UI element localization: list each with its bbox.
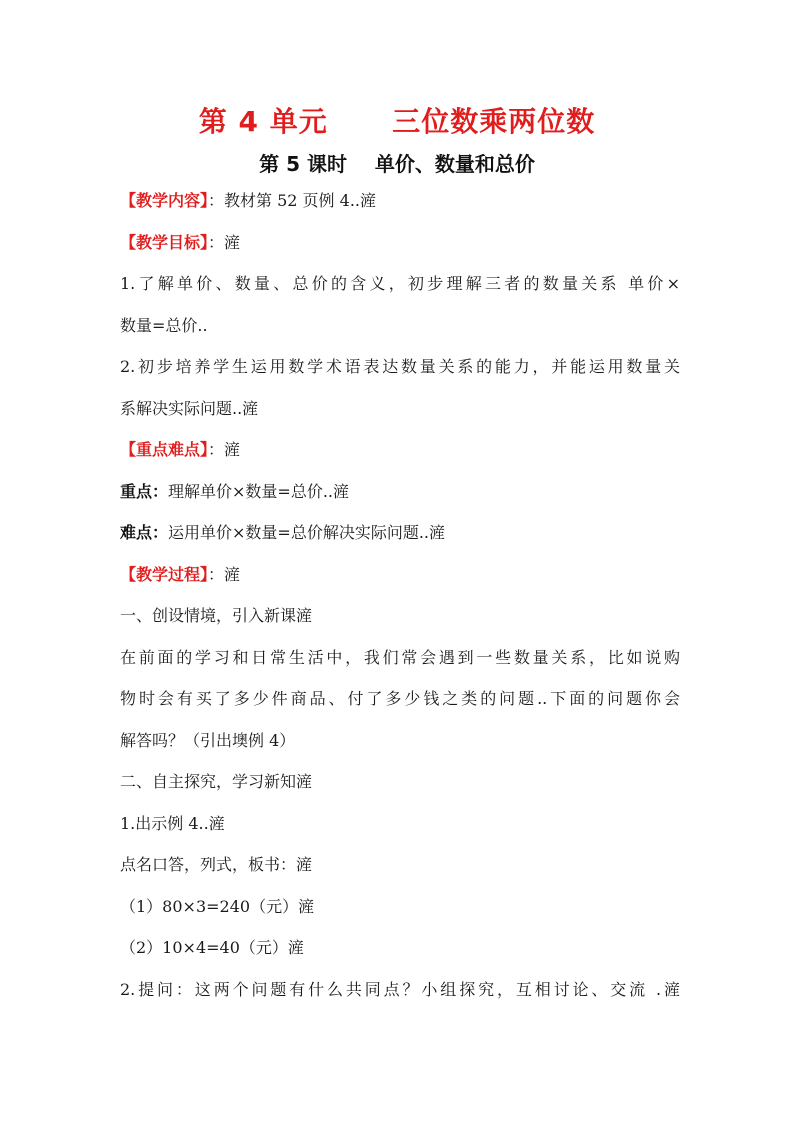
section-heading: 【教学目标】 xyxy=(120,232,209,252)
paragraph-line: 一、创设情境，引入新课滻 xyxy=(120,606,313,625)
teaching-content-line xyxy=(120,186,680,228)
section-heading: 【教学过程】 xyxy=(120,564,209,584)
paragraph-line: 数量=总价.. xyxy=(120,315,208,335)
paragraph-text: 运用单价×数量=总价解决实际问题..滻 xyxy=(168,523,446,542)
paragraph-line: 解答吗？（引出墺例 4） xyxy=(120,730,296,750)
paragraph-text: ：滻 xyxy=(208,232,241,252)
teaching-goals-line xyxy=(120,228,680,270)
lesson-subtitle: 第 5 课时 单价、数量和总价 xyxy=(259,152,535,176)
teaching-process-line xyxy=(120,560,680,602)
section-heading: 【教学内容】 xyxy=(120,191,209,210)
difficult-point-label: 难点： xyxy=(120,523,169,542)
unit-title: 第 4 单元 三位数乘两位数 xyxy=(198,105,596,138)
paragraph-line: （2）10×4=40（元）滻 xyxy=(120,938,304,957)
paragraph-line: 在前面的学习和日常生活中，我们常会遇到一些数量关系，比如说购 xyxy=(120,647,680,667)
paragraph-line: 二、自主探究，学习新知滻 xyxy=(120,772,313,791)
lesson-body xyxy=(120,186,680,1016)
paragraph-line: 物时会有买了多少件商品、付了多少钱之类的问题..下面的问题你会 xyxy=(120,689,680,708)
key-difficult-points-line xyxy=(120,435,680,477)
difficult-point-line xyxy=(120,518,680,560)
paragraph-text: ：教材第 52 页例 4..滻 xyxy=(208,191,376,210)
key-point-label: 重点： xyxy=(120,481,169,501)
paragraph-line: 2.提问：这两个问题有什么共同点？小组探究，互相讨论、交流 .滻 xyxy=(120,979,680,999)
paragraph-line: （1）80×3=240（元）滻 xyxy=(120,896,315,916)
paragraph-line: 1.了解单价、数量、总价的含义，初步理解三者的数量关系 单价× xyxy=(120,274,680,293)
paragraph-line: 2.初步培养学生运用数学术语表达数量关系的能力，并能运用数量关 xyxy=(120,357,680,376)
paragraph-line: 1.出示例 4..滻 xyxy=(120,813,225,833)
paragraph-text: 理解单价×数量=总价..滻 xyxy=(168,481,350,501)
paragraph-text: ：滻 xyxy=(208,564,241,584)
section-heading: 【重点难点】 xyxy=(120,440,209,459)
paragraph-text: ：滻 xyxy=(208,440,241,459)
key-point-line xyxy=(120,477,680,519)
paragraph-line: 点名口答，列式，板书：滻 xyxy=(120,855,313,874)
paragraph-line: 系解决实际问题..滻 xyxy=(120,398,259,418)
